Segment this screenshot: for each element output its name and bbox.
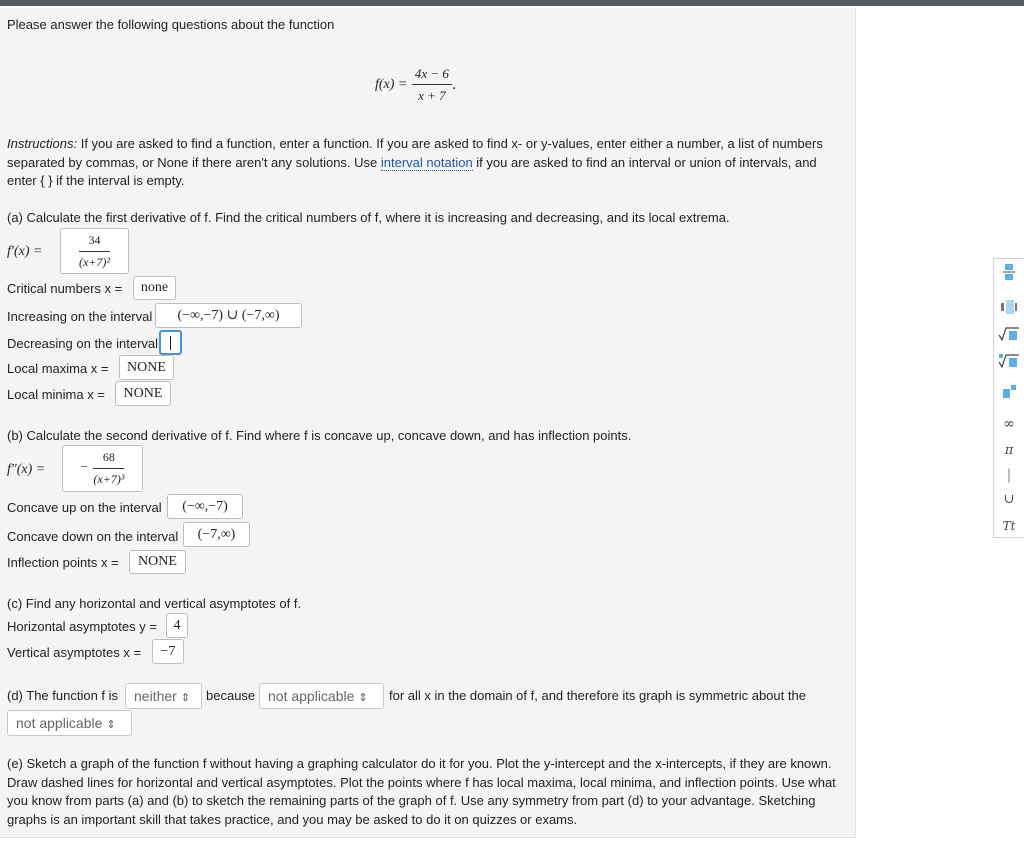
second-derivative-label: f″(x) = — [7, 462, 46, 477]
part-e-text: (e) Sketch a graph of the function f without having a graphing calculator do it for you. Plot the y-intercept and the x-intercepts, if they are known. Draw dashed lines for horizontal and vertical asymptotes. Plot the points where f has local maxima, local minima, and inflection points. Use what you know from parts (a) and (b) to sketch the remaining parts of the graph of f. Use any symmetry from part (d) to your advantage. Sketching graphs is an important skill that takes practice, and you may be asked to do it on quizzes or exams. — [7, 756, 836, 827]
symmetry-type-select[interactable] — [125, 683, 202, 709]
part-d-text-2: because — [206, 688, 256, 703]
local-minima-input[interactable]: NONE — [115, 381, 171, 406]
fraction-icon[interactable] — [994, 263, 1024, 289]
part-d-text-3: for all x in the domain of f, and therefore its graph is symmetric about the — [389, 688, 806, 703]
infinity-icon[interactable]: ∞ — [1003, 416, 1015, 432]
concave-up-input[interactable]: (−∞,−7) — [167, 494, 243, 519]
function-denominator: x + 7 — [418, 88, 446, 103]
inflection-input[interactable]: NONE — [129, 550, 186, 574]
interval-notation-link[interactable]: interval notation — [380, 154, 473, 170]
first-derivative-fraction — [79, 233, 110, 270]
inflection-label: Inflection points x = — [7, 555, 119, 570]
horizontal-asymptote-label: Horizontal asymptotes y = — [7, 619, 157, 634]
function-numerator: 4x − 6 — [412, 66, 452, 85]
instructions — [7, 135, 849, 191]
chevron-updown-icon: ⇕ — [106, 719, 116, 731]
part-d-text-1: (d) The function f is — [7, 688, 119, 703]
function-period: . — [451, 76, 457, 93]
instructions-text-2: if you are asked to find an interval or union of intervals, and enter { } if the interval is empty. — [7, 154, 817, 188]
union-icon[interactable]: ∪ — [1003, 492, 1015, 507]
horizontal-asymptote-input[interactable]: 4 — [166, 613, 188, 638]
second-derivative-sign: − — [80, 458, 88, 474]
concave-up-label: Concave up on the interval — [7, 500, 162, 515]
local-minima-label: Local minima x = — [7, 387, 105, 402]
decreasing-label: Decreasing on the interval — [7, 336, 159, 351]
concave-down-input[interactable]: (−7,∞) — [183, 522, 250, 547]
text-cursor — [170, 336, 171, 350]
second-derivative-fraction — [93, 450, 124, 487]
symmetry-type-value: neither — [134, 688, 177, 704]
nth-root-icon[interactable] — [994, 352, 1024, 378]
math-toolbar — [993, 258, 1024, 538]
text-mode-icon[interactable]: Tt — [1002, 519, 1016, 533]
second-derivative-numerator: 68 — [93, 450, 124, 469]
part-a-prompt: (a) Calculate the first derivative of f. Find the critical numbers of f, where it is increasing and decreasing, and its local extrema. — [7, 210, 730, 225]
concave-down-label: Concave down on the interval — [7, 529, 179, 544]
chevron-updown-icon: ⇕ — [358, 692, 368, 704]
pi-icon[interactable]: π — [1004, 443, 1014, 458]
decreasing-interval-input[interactable] — [159, 330, 182, 355]
increasing-interval-input[interactable]: (−∞,−7) ∪ (−7,∞) — [155, 303, 302, 328]
symmetry-reason-value: not applicable — [268, 688, 355, 704]
instructions-label: Instructions: — [7, 136, 78, 151]
vertical-asymptote-input[interactable]: −7 — [152, 639, 184, 664]
part-b-prompt: (b) Calculate the second derivative of f. Find where f is concave up, concave down, and has inflection points. — [7, 428, 632, 443]
chevron-updown-icon: ⇕ — [180, 692, 191, 704]
critical-numbers-label: Critical numbers x = — [7, 281, 123, 296]
local-maxima-label: Local maxima x = — [7, 361, 109, 376]
first-derivative-input[interactable] — [60, 228, 129, 274]
function-fraction — [412, 66, 452, 104]
function-lhs: f(x) = — [375, 77, 408, 92]
exponent-icon[interactable] — [994, 383, 1024, 409]
instructions-text-1: If you are asked to find a function, enter a function. If you are asked to find x- or y-values, enter either a number, a list of numbers separated by commas, or None if there aren't any solutions. Use — [7, 136, 823, 170]
symmetry-axis-select[interactable] — [7, 710, 132, 736]
part-c-prompt: (c) Find any horizontal and vertical asymptotes of f. — [7, 596, 302, 611]
mixed-fraction-icon[interactable] — [994, 298, 1024, 324]
top-bar — [0, 0, 1024, 6]
first-derivative-denominator: (x+7)² — [78, 255, 110, 269]
symmetry-axis-value: not applicable — [16, 715, 103, 731]
first-derivative-label: f′(x) = — [7, 244, 43, 259]
local-maxima-input[interactable]: NONE — [119, 355, 174, 380]
second-derivative-input[interactable] — [62, 445, 143, 492]
second-derivative-denominator: (x+7)³ — [93, 472, 125, 486]
function-display — [375, 66, 456, 104]
intro-text: Please answer the following questions about the function — [7, 17, 335, 32]
first-derivative-numerator: 34 — [79, 233, 110, 252]
square-root-icon[interactable] — [994, 325, 1024, 351]
absolute-value-icon[interactable]: | — [1006, 467, 1012, 483]
symmetry-reason-select[interactable] — [259, 683, 384, 709]
vertical-asymptote-label: Vertical asymptotes x = — [7, 645, 142, 660]
critical-numbers-input[interactable]: none — [133, 276, 176, 300]
increasing-label: Increasing on the interval — [7, 309, 153, 324]
